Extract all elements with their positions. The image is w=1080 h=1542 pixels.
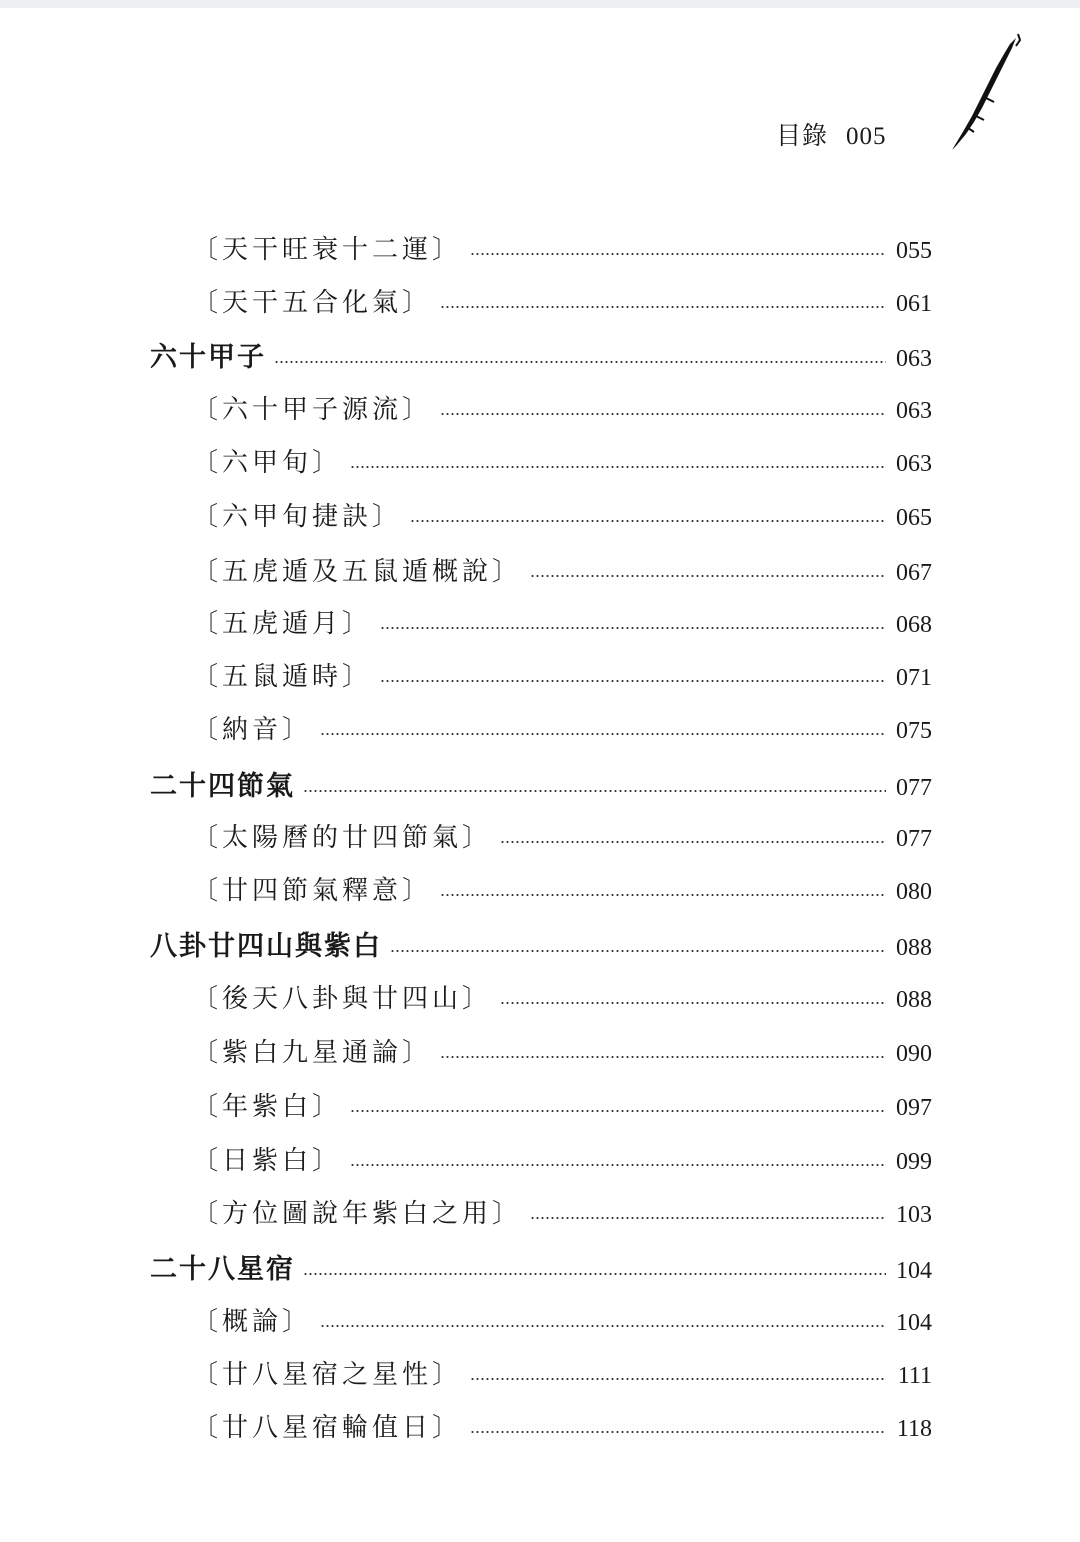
toc-entry (192, 657, 932, 697)
toc-chapter-title: 二十八星宿 (150, 1254, 295, 1285)
toc-entry (192, 1194, 932, 1234)
toc-entry (192, 230, 932, 270)
toc-entry-page: 090 (896, 1041, 932, 1067)
toc-chapter (150, 1250, 932, 1290)
dot-leader (274, 361, 886, 363)
toc-entry-page: 063 (896, 398, 932, 424)
toc-entry-page: 097 (896, 1095, 932, 1121)
toc-entry (192, 1033, 932, 1073)
toc-entry-title: 〔五鼠遁時〕 (192, 662, 373, 692)
toc-entry-page: 071 (896, 665, 932, 691)
toc-entry-page: 104 (896, 1310, 932, 1336)
toc-chapter (150, 927, 932, 967)
toc-entry-title: 〔天干旺衰十二運〕 (192, 235, 463, 265)
toc-entry (192, 871, 932, 911)
toc-entry-title: 〔廿八星宿之星性〕 (192, 1360, 463, 1390)
dot-leader (320, 733, 886, 735)
toc-entry-title: 〔紫白九星通論〕 (192, 1038, 433, 1068)
dot-leader (380, 680, 886, 682)
header-title: 目錄 (776, 121, 829, 150)
toc-entry (192, 604, 932, 644)
toc-entry-page: 055 (896, 238, 932, 264)
toc-entry-page: 061 (896, 291, 932, 317)
dot-leader (380, 627, 886, 629)
dot-leader (440, 894, 886, 896)
toc-chapter-title: 六十甲子 (150, 342, 266, 373)
dot-leader (470, 1431, 886, 1433)
toc-entry-page: 080 (896, 879, 932, 905)
toc-entry-title: 〔廿八星宿輪值日〕 (192, 1413, 463, 1443)
toc-entry-page: 088 (896, 987, 932, 1013)
dot-leader (500, 1002, 886, 1004)
toc-entry (192, 818, 932, 858)
dot-leader (390, 950, 886, 952)
toc-entry (192, 710, 932, 750)
dot-leader (470, 253, 886, 255)
toc-entry-title: 〔五虎遁及五鼠遁概說〕 (192, 557, 523, 587)
toc-entry (192, 1302, 932, 1342)
dot-leader (350, 1164, 886, 1166)
toc-entry (192, 1355, 932, 1395)
toc-chapter-page: 104 (896, 1258, 932, 1284)
toc-entry (192, 283, 932, 323)
toc-entry-title: 〔六甲旬捷訣〕 (192, 502, 403, 532)
toc-chapter (150, 338, 932, 378)
dot-leader (440, 1056, 886, 1058)
toc-entry-title: 〔五虎遁月〕 (192, 609, 373, 639)
toc-entry (192, 1408, 932, 1448)
toc-chapter-page: 088 (896, 935, 932, 961)
top-strip (0, 0, 1080, 8)
toc-chapter-title: 八卦廿四山與紫白 (150, 931, 382, 962)
toc-entry-page: 118 (896, 1416, 932, 1442)
toc-entry-title: 〔天干五合化氣〕 (192, 288, 433, 318)
toc-entry-page: 075 (896, 718, 932, 744)
dot-leader (500, 841, 886, 843)
dot-leader (440, 306, 886, 308)
toc-entry-title: 〔六十甲子源流〕 (192, 395, 433, 425)
toc-entry-page: 077 (896, 826, 932, 852)
toc-entry (192, 1141, 932, 1181)
dot-leader (470, 1378, 886, 1380)
toc-chapter-title: 二十四節氣 (150, 771, 295, 802)
running-header (776, 116, 887, 152)
dot-leader (320, 1325, 886, 1327)
pen-mark-icon (946, 30, 1026, 155)
toc-entry-title: 〔後天八卦與廿四山〕 (192, 984, 493, 1014)
toc-entry (192, 552, 932, 592)
toc-entry-page: 068 (896, 612, 932, 638)
toc-chapter-page: 077 (896, 775, 932, 801)
toc-entry-page: 063 (896, 451, 932, 477)
dot-leader (530, 1217, 886, 1219)
dot-leader (350, 1110, 886, 1112)
dot-leader (303, 790, 886, 792)
dot-leader (530, 575, 886, 577)
toc-entry-title: 〔廿四節氣釋意〕 (192, 876, 433, 906)
toc-entry-title: 〔方位圖說年紫白之用〕 (192, 1199, 523, 1229)
toc-entry-title: 〔年紫白〕 (192, 1092, 343, 1122)
toc-entry-page: 065 (896, 505, 932, 531)
toc-chapter-page: 063 (896, 346, 932, 372)
toc-entry-page: 103 (896, 1202, 932, 1228)
toc-entry-page: 099 (896, 1149, 932, 1175)
toc-entry (192, 443, 932, 483)
toc-entry-title: 〔日紫白〕 (192, 1146, 343, 1176)
toc-entry-page: 067 (896, 560, 932, 586)
dot-leader (410, 520, 886, 522)
toc-entry (192, 497, 932, 537)
header-page-number: 005 (846, 123, 887, 150)
toc-entry-title: 〔太陽曆的廿四節氣〕 (192, 823, 493, 853)
toc-entry-page: 111 (897, 1363, 932, 1389)
dot-leader (350, 466, 886, 468)
toc-entry (192, 390, 932, 430)
toc-entry-title: 〔六甲旬〕 (192, 448, 343, 478)
toc-entry-title: 〔概論〕 (192, 1307, 313, 1337)
dot-leader (303, 1273, 886, 1275)
toc-entry-title: 〔納音〕 (192, 715, 313, 745)
toc-entry (192, 1087, 932, 1127)
toc-chapter (150, 767, 932, 807)
toc-entry (192, 979, 932, 1019)
dot-leader (440, 413, 886, 415)
